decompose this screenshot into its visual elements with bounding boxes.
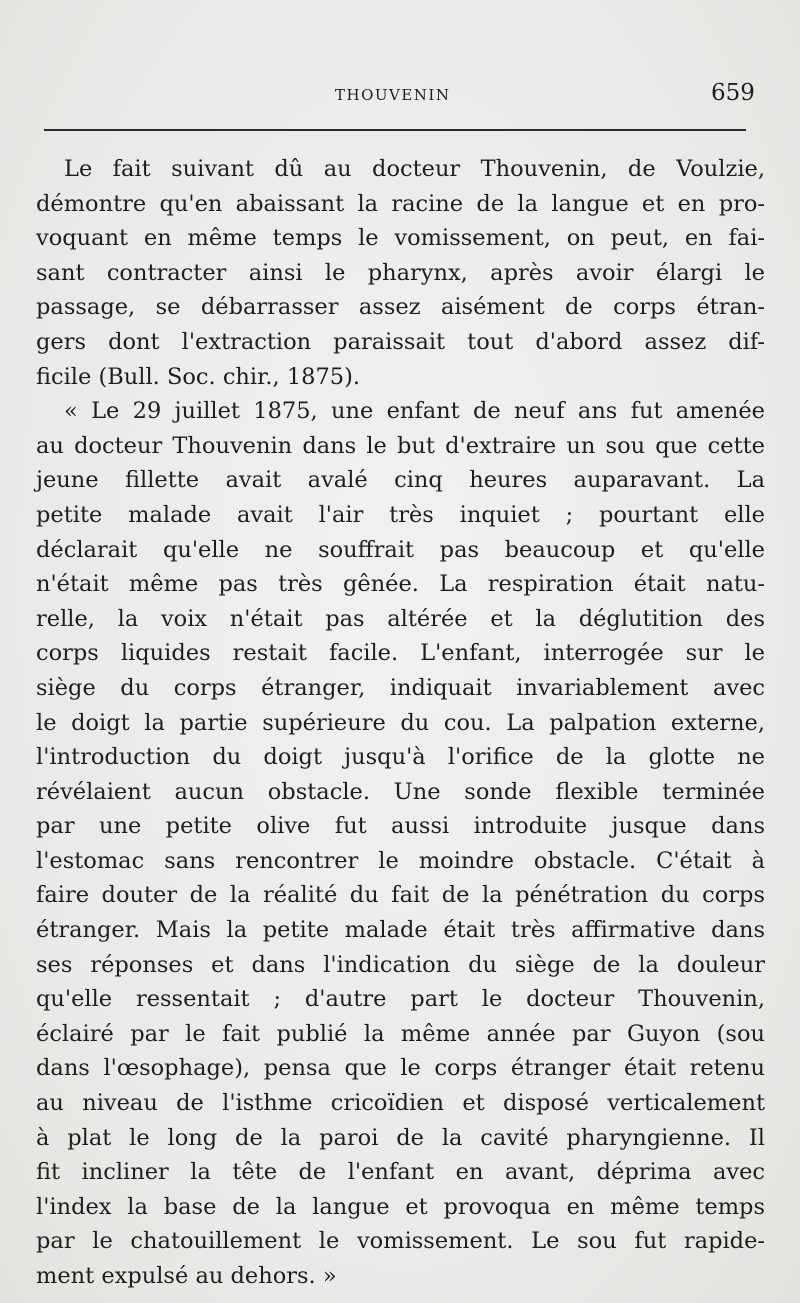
- text-line: le doigt la partie supérieure du cou. La palpation externe,: [36, 709, 765, 736]
- running-title: THOUVENIN: [335, 86, 451, 104]
- paragraph-intro: [36, 152, 765, 394]
- text-line: ment expulsé au dehors. »: [36, 1263, 337, 1289]
- text-line: ficile (Bull. Soc. chir., 1875).: [36, 363, 361, 390]
- text-line: déclarait qu'elle ne souffrait pas beaucoup et qu'elle: [36, 536, 765, 563]
- text-line: « Le 29 juillet 1875, une enfant de neuf ans fut amenée: [64, 398, 765, 425]
- text-line: n'était même pas très gênée. La respiration était natu-: [36, 571, 765, 598]
- paragraph-case: [36, 394, 765, 1293]
- text-line: l'estomac sans rencontrer le moindre obstacle. C'était à: [36, 847, 765, 874]
- text-line: Le fait suivant dû au docteur Thouvenin, de Voulzie,: [64, 156, 765, 182]
- text-line: passage, se débarrasser assez aisément de corps étran-: [36, 294, 765, 321]
- text-line: fit incliner la tête de l'enfant en avant, déprima avec: [36, 1159, 765, 1186]
- text-line: sant contracter ainsi le pharynx, après avoir élargi le: [36, 259, 765, 286]
- body-text: [36, 152, 765, 1294]
- text-line: siège du corps étranger, indiquait invariablement avec: [36, 674, 765, 701]
- text-line: faire douter de la réalité du fait de la pénétration du corps: [36, 882, 765, 909]
- text-line: voquant en même temps le vomissement, on peut, en fai-: [36, 225, 765, 252]
- text-line: démontre qu'en abaissant la racine de la langue et en pro-: [36, 190, 765, 217]
- text-line: au niveau de l'isthme cricoïdien et disposé verticalement: [36, 1090, 765, 1117]
- text-line: gers dont l'extraction paraissait tout d'abord assez dif-: [36, 328, 765, 355]
- text-line: dans l'œsophage), pensa que le corps étranger était retenu: [36, 1055, 765, 1082]
- text-line: ses réponses et dans l'indication du siège de la douleur: [36, 951, 765, 978]
- text-line: par une petite olive fut aussi introduite jusque dans: [36, 813, 765, 840]
- header-rule: [44, 129, 746, 131]
- text-line: étranger. Mais la petite malade était très affirmative dans: [36, 917, 765, 944]
- text-line: à plat le long de la paroi de la cavité pharyngienne. Il: [36, 1124, 765, 1151]
- text-line: révélaient aucun obstacle. Une sonde flexible terminée: [36, 778, 765, 805]
- running-head: [0, 80, 800, 110]
- text-line: l'introduction du doigt jusqu'à l'orifice de la glotte ne: [36, 744, 765, 771]
- text-line: qu'elle ressentait ; d'autre part le docteur Thouvenin,: [36, 986, 765, 1013]
- text-line: éclairé par le fait publié la même année par Guyon (sou: [36, 1020, 765, 1047]
- text-line: corps liquides restait facile. L'enfant, interrogée sur le: [36, 640, 765, 667]
- text-line: relle, la voix n'était pas altérée et la déglutition des: [36, 605, 765, 632]
- page-number: 659: [711, 80, 755, 106]
- text-line: par le chatouillement le vomissement. Le sou fut rapide-: [36, 1228, 765, 1255]
- text-line: au docteur Thouvenin dans le but d'extraire un sou que cette: [36, 432, 765, 459]
- text-line: petite malade avait l'air très inquiet ; pourtant elle: [36, 501, 765, 528]
- text-line: l'index la base de la langue et provoqua en même temps: [36, 1193, 765, 1220]
- text-line: jeune fillette avait avalé cinq heures auparavant. La: [36, 467, 765, 494]
